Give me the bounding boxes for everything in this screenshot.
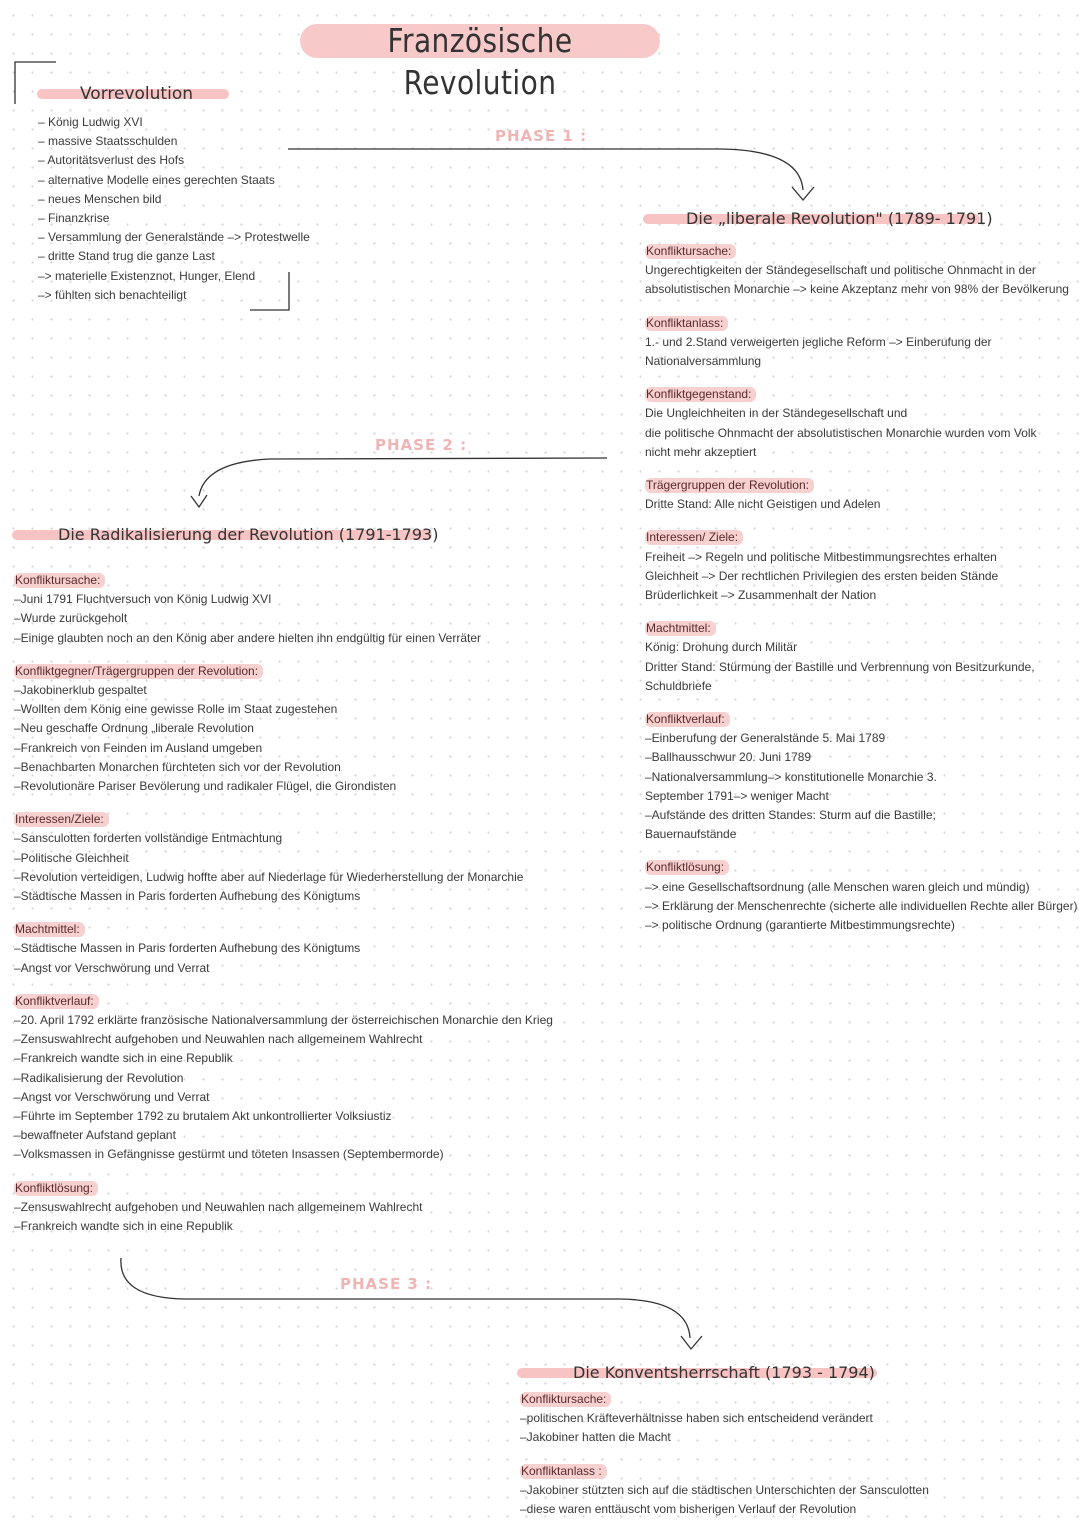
liberal-section — [645, 242, 1078, 935]
text-line: –Einige glaubten noch an den König aber andere hielten ihn endgültig für einen Verräter — [14, 630, 482, 645]
list-item: – alternative Modelle eines gerechten Staats — [38, 172, 275, 187]
text-line: Freiheit –> Regeln und politische Mitbestimmungsrechtes erhalten — [645, 549, 997, 564]
text-line: 1.- und 2.Stand verweigerten jegliche Reform –> Einberufung der — [645, 334, 992, 349]
list-item: – König Ludwig XVI — [38, 115, 143, 129]
list-item: – Finanzkrise — [38, 211, 110, 226]
text-line: –Neu geschaffe Ordnung „liberale Revolution — [14, 721, 254, 736]
text-line: –Frankreich wandte sich in eine Republik — [14, 1219, 233, 1234]
list-item: – neues Menschen bild — [38, 191, 162, 206]
text-line: –diese waren enttäuscht vom bisherigen Verlauf der Revolution — [520, 1502, 857, 1517]
section-label: Konfliktursache: — [14, 573, 105, 588]
text-line: –Politische Gleichheit — [14, 850, 129, 865]
section-label: Konfliktlösung: — [14, 1181, 98, 1196]
text-line: –Angst vor Verschwörung und Verrat — [14, 960, 210, 975]
text-line: –Wollten dem König eine gewisse Rolle im Staat zugestehen — [14, 702, 338, 717]
konvent-heading: Die Konventsherrschaft (1793 - 1794) — [573, 1363, 875, 1382]
section-label: Konfliktgegner/Trägergruppen der Revolution: — [14, 664, 263, 679]
list-item: – Versammlung der Generalstände –> Protestwelle — [38, 230, 310, 245]
text-line: absolutistischen Monarchie –> keine Akzeptanz mehr von 98% der Bevölkerung — [645, 282, 1069, 297]
text-line: –Führte im September 1792 zu brutalem Akt unkontrollierter Volksiustiz — [14, 1109, 392, 1124]
text-line: Die Ungleichheiten in der Ständegesellschaft und — [645, 406, 908, 421]
text-line: –Volksmassen in Gefängnisse gestürmt und töteten Insassen (Septembermorde) — [14, 1147, 444, 1162]
text-line: –Jakobiner hatten die Macht — [520, 1430, 671, 1445]
phase2-arrow-line — [199, 458, 607, 496]
list-item: –> fühlten sich benachteiligt — [38, 287, 187, 302]
section-label: Konfliktanlass: — [645, 316, 728, 331]
text-line: –Angst vor Verschwörung und Verrat — [14, 1089, 210, 1104]
text-line: –Städtische Massen in Paris forderten Aufhebung des Königtums — [14, 941, 361, 956]
text-line: –20. April 1792 erklärte französische Nationalversammlung der österreichischen Monarchie den Krieg — [14, 1013, 553, 1028]
section-label: Machtmittel: — [645, 621, 716, 636]
text-line: –> Erklärung der Menschenrechte (sicherte alle individuellen Rechte aller Bürger) — [645, 898, 1078, 913]
phase-2-label: PHASE 2 : — [375, 436, 468, 454]
text-line: die politische Ohnmacht der absolutistischen Monarchie wurden vom Volk — [645, 425, 1037, 440]
section-label: Konfliktursache: — [645, 244, 736, 259]
text-line: –bewaffneter Aufstand geplant — [14, 1128, 176, 1143]
phase3-arrow-line — [121, 1258, 690, 1338]
text-line: –Nationalversammlung–> konstitutionelle Monarchie 3. — [645, 769, 937, 784]
text-line: –Zensuswahlrecht aufgehoben und Neuwahlen nach allgemeinem Wahlrecht — [14, 1199, 423, 1214]
text-line: –Juni 1791 Fluchtversuch von König Ludwig XVI — [14, 592, 272, 607]
section-label: Machtmittel: — [14, 922, 85, 937]
text-line: Brüderlichkeit –> Zusammenhalt der Nation — [645, 588, 877, 603]
list-item: – massive Staatsschulden — [38, 134, 178, 149]
phase2-arrow-head — [191, 495, 207, 507]
vorrevolution-heading: Vorrevolution — [80, 84, 193, 104]
text-line: Nationalversammlung — [645, 354, 762, 369]
text-line: nicht mehr akzeptiert — [645, 444, 757, 459]
section-label: Konfliktlösung: — [645, 860, 729, 875]
section-label: Interessen/ Ziele: — [645, 530, 743, 545]
text-line: –Jakobiner stützten sich auf die städtischen Unterschichten der Sansculotten — [520, 1482, 929, 1497]
text-line: Ungerechtigkeiten der Ständegesellschaft und politische Ohnmacht in der — [645, 263, 1036, 278]
text-line: –politischen Kräfteverhältnisse haben sich entscheidend verändert — [520, 1411, 873, 1426]
text-line: –Ballhausschwur 20. Juni 1789 — [645, 750, 812, 765]
text-line: –Aufstände des dritten Standes: Sturm auf die Bastille; — [645, 808, 936, 823]
list-item: – Autoritätsverlust des Hofs — [38, 153, 185, 168]
list-item: – dritte Stand trug die ganze Last — [38, 249, 215, 264]
text-line: –Frankreich von Feinden im Ausland umgeben — [14, 740, 263, 755]
text-line: –Frankreich wandte sich in eine Republik — [14, 1051, 233, 1066]
vorrevolution-list — [38, 113, 310, 305]
list-item: –> materielle Existenznot, Hunger, Elend — [38, 268, 256, 283]
text-line: –Sansculotten forderten vollständige Entmachtung — [14, 831, 283, 846]
text-line: Dritter Stand: Stürmung der Bastille und Verbrennung von Besitzurkunde, — [645, 659, 1035, 674]
text-line: Bauernaufstände — [645, 827, 737, 842]
section-label: Konfliktanlass : — [520, 1464, 607, 1479]
text-line: Schuldbriefe — [645, 678, 712, 693]
text-line: –Städtische Massen in Paris forderten Aufhebung des Königtums — [14, 889, 361, 904]
section-label: Interessen/Ziele: — [14, 812, 109, 827]
text-line: –Revolution verteidigen, Ludwig hoffte aber auf Niederlage für Wiederherstellung der Monarchie — [14, 869, 524, 884]
liberal-heading: Die „liberale Revolution" (1789- 1791) — [686, 209, 993, 228]
section-label: Konfliktursache: — [520, 1392, 611, 1407]
page-title: Französische Revolution — [387, 21, 573, 102]
text-line: –Benachbarten Monarchen fürchteten sich vor der Revolution — [14, 759, 341, 774]
phase-3-label: PHASE 3 : — [340, 1275, 433, 1293]
section-label: Konfliktgegenstand: — [645, 387, 756, 402]
text-line: Dritte Stand: Alle nicht Geistigen und Adelen — [645, 497, 881, 512]
text-line: –Jakobinerklub gespaltet — [14, 683, 147, 698]
konvent-section — [520, 1390, 929, 1519]
section-label: Trägergruppen der Revolution: — [645, 478, 814, 493]
phase-1-label: PHASE 1 : — [495, 127, 588, 145]
text-line: –Einberufung der Generalstände 5. Mai 1789 — [645, 731, 886, 746]
radikal-section — [14, 571, 553, 1236]
text-line: –> politische Ordnung (garantierte Mitbestimmungsrechte) — [645, 918, 955, 933]
text-line: –Wurde zurückgeholt — [14, 611, 128, 626]
text-line: –Radikalisierung der Revolution — [14, 1070, 184, 1085]
phase1-arrow-line — [288, 149, 803, 190]
text-line: September 1791–> weniger Macht — [645, 788, 829, 803]
radikal-heading: Die Radikalisierung der Revolution (1791-1793) — [58, 525, 439, 544]
phase3-arrow-head — [681, 1336, 702, 1349]
section-label: Konfliktverlauf: — [645, 712, 730, 727]
text-line: König: Drohung durch Militär — [645, 640, 798, 655]
section-label: Konfliktverlauf: — [14, 994, 99, 1009]
text-line: –> eine Gesellschaftsordnung (alle Menschen waren gleich und mündig) — [645, 879, 1030, 894]
text-line: Gleichheit –> Der rechtlichen Privilegien des ersten beiden Stände — [645, 568, 999, 583]
text-line: –Revolutionäre Pariser Bevölerung und radikaler Flügel, die Girondisten — [14, 779, 397, 794]
text-line: –Zensuswahlrecht aufgehoben und Neuwahlen nach allgemeinem Wahlrecht — [14, 1032, 423, 1047]
